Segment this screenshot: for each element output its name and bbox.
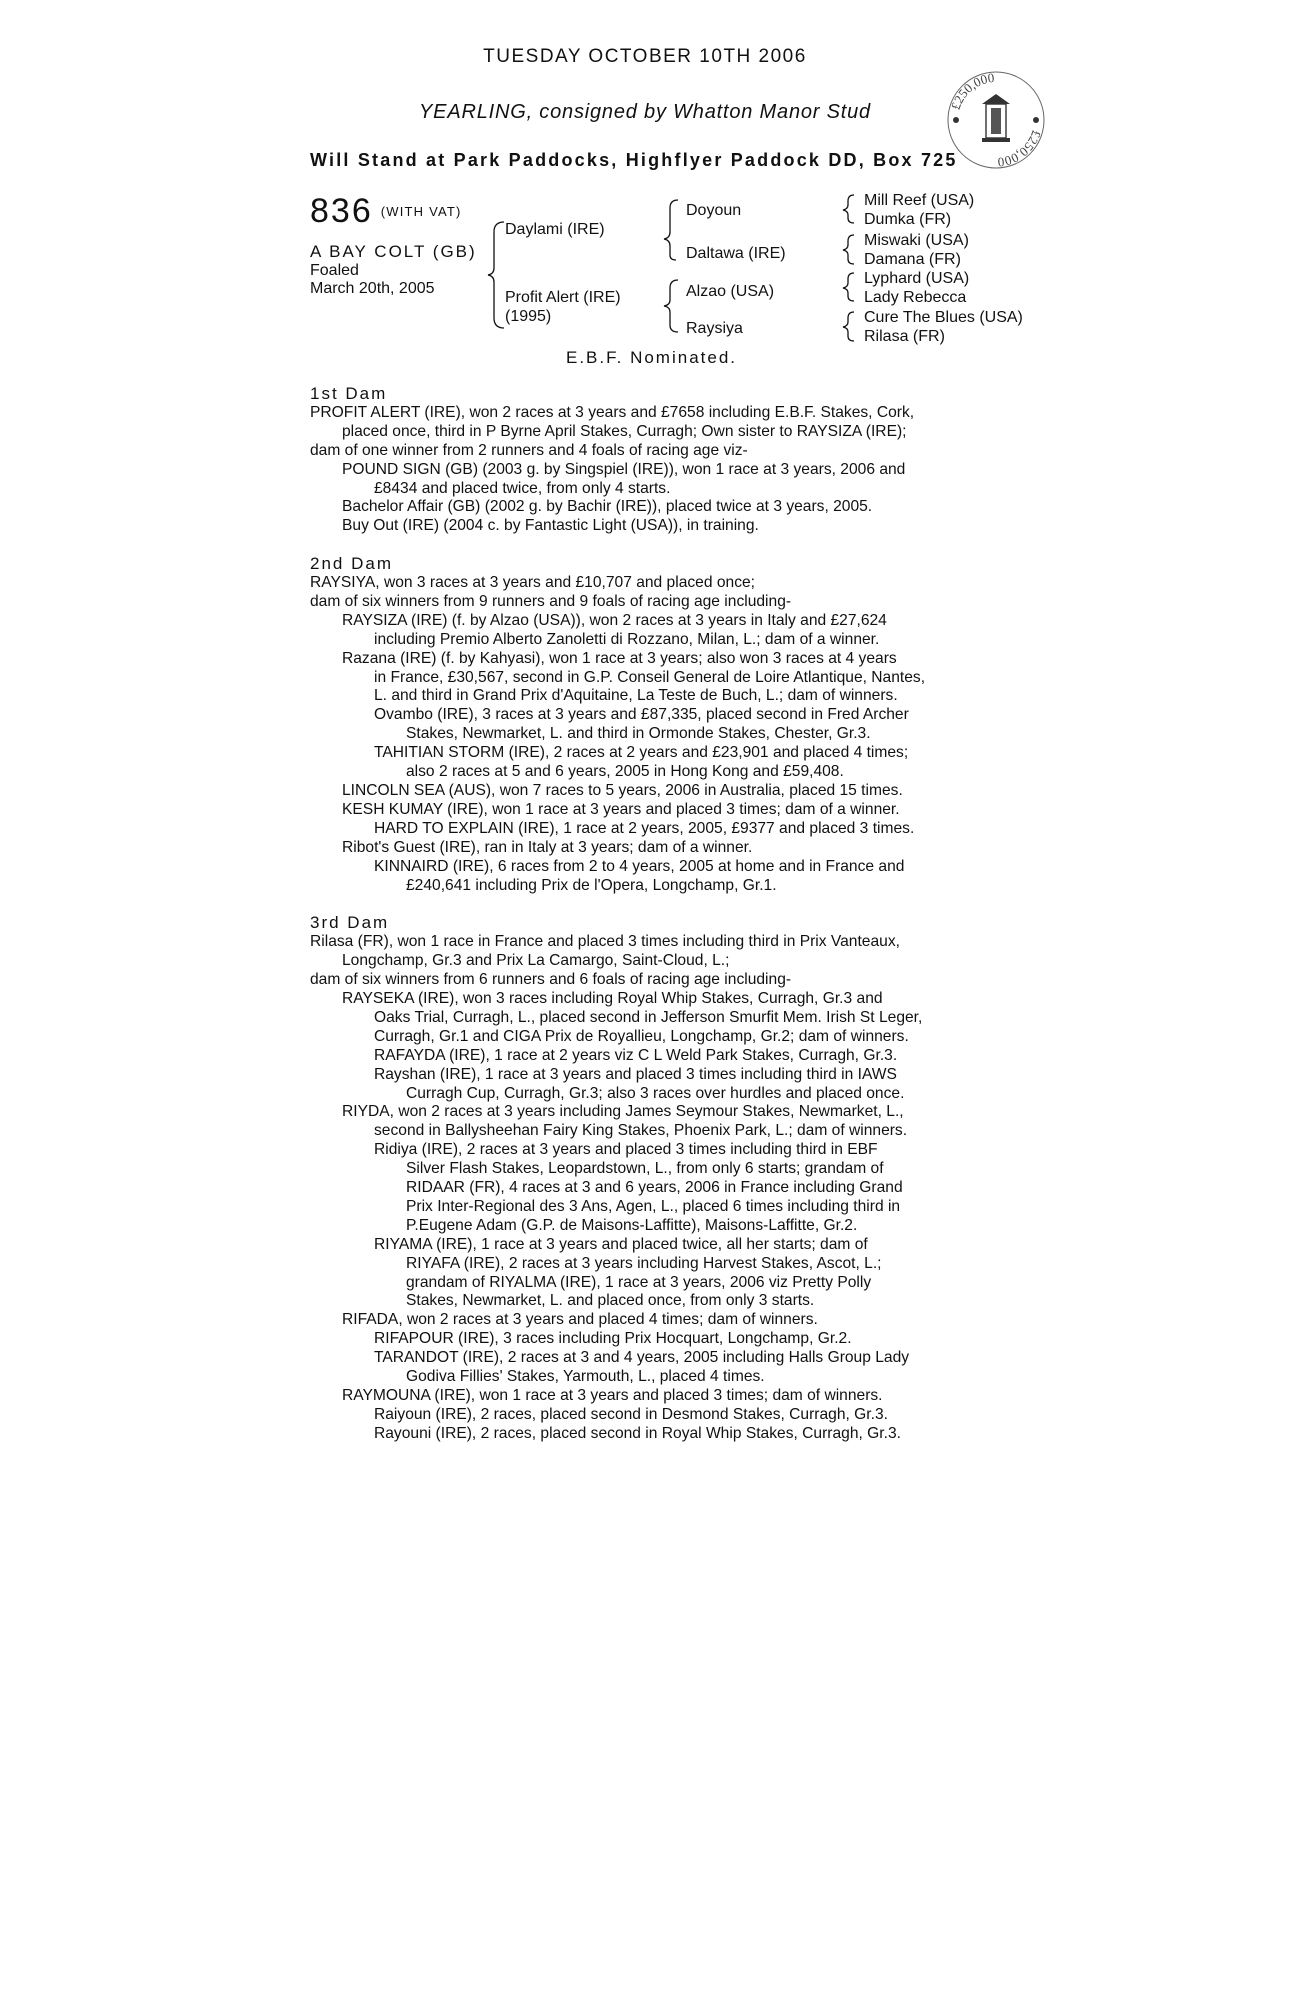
dam-name: Profit Alert (IRE) <box>505 289 621 306</box>
ancestor-5: Lyphard (USA) <box>864 270 970 287</box>
ancestor-6: Lady Rebecca <box>864 289 967 306</box>
ancestor-8: Rilasa (FR) <box>864 328 945 345</box>
pedigree-line: Razana (IRE) (f. by Kahyasi), won 1 race at 3 years; also won 3 races at 4 years <box>342 649 897 667</box>
pedigree-line: RAYSIYA, won 3 races at 3 years and £10,707 and placed once; <box>310 574 755 592</box>
sire-name: Daylami (IRE) <box>505 221 605 238</box>
svg-text:£250,000: £250,000 <box>947 69 996 112</box>
pedigree-line: RIYDA, won 2 races at 3 years including James Seymour Stakes, Newmarket, L., <box>342 1103 904 1121</box>
ebf-nomination: E.B.F. Nominated. <box>566 348 738 367</box>
ancestor-7: Cure The Blues (USA) <box>864 309 1023 326</box>
pedigree-line: KINNAIRD (IRE), 6 races from 2 to 4 years, 2005 at home and in France and <box>374 857 905 875</box>
pedigree-line: Ovambo (IRE), 3 races at 3 years and £87,335, placed second in Fred Archer <box>374 706 909 724</box>
pedigree-line: dam of six winners from 6 runners and 6 foals of racing age including- <box>310 971 792 989</box>
ancestor-2: Dumka (FR) <box>864 211 952 228</box>
lot-number-block <box>310 192 462 231</box>
pedigree-line: RIFADA, won 2 races at 3 years and placed 4 times; dam of winners. <box>342 1311 818 1329</box>
pedigree-line: RIYAMA (IRE), 1 race at 3 years and placed twice, all her starts; dam of <box>374 1235 868 1253</box>
dam-line-sections <box>310 385 1010 1444</box>
pedigree-line: Buy Out (IRE) (2004 c. by Fantastic Light (USA)), in training. <box>342 517 759 535</box>
ancestor-1: Mill Reef (USA) <box>864 192 975 209</box>
dam-dam: Raysiya <box>686 320 743 337</box>
pedigree-line: Raiyoun (IRE), 2 races, placed second in Desmond Stakes, Curragh, Gr.3. <box>374 1405 888 1423</box>
pedigree-line: RAYSIZA (IRE) (f. by Alzao (USA)), won 2 races at 3 years in Italy and £27,624 <box>342 611 887 629</box>
dam-sire: Alzao (USA) <box>686 283 775 300</box>
pedigree-line: LINCOLN SEA (AUS), won 7 races to 5 years, 2006 in Australia, placed 15 times. <box>342 782 903 800</box>
pedigree-line: including Premio Alberto Zanoletti di Rozzano, Milan, L.; dam of a winner. <box>374 630 880 648</box>
section-heading: 3rd Dam <box>310 913 390 933</box>
stand-location: Will Stand at Park Paddocks, Highflyer Paddock DD, Box 725 <box>310 150 958 170</box>
pedigree-line: Godiva Fillies' Stakes, Yarmouth, L., placed 4 times. <box>406 1368 765 1386</box>
pedigree-line: KESH KUMAY (IRE), won 1 race at 3 years and placed 3 times; dam of a winner. <box>342 800 900 818</box>
sire-dam: Daltawa (IRE) <box>686 245 786 262</box>
dam-year: (1995) <box>505 308 552 325</box>
pedigree-line: placed once, third in P Byrne April Stakes, Curragh; Own sister to RAYSIZA (IRE); <box>342 422 907 440</box>
pedigree-line: dam of six winners from 9 runners and 9 foals of racing age including- <box>310 592 792 610</box>
pedigree-line: RAYMOUNA (IRE), won 1 race at 3 years and placed 3 times; dam of winners. <box>342 1387 883 1404</box>
pedigree-line: Prix Inter-Regional des 3 Ans, Agen, L., placed 6 times including third in <box>406 1197 901 1215</box>
sire-sire: Doyoun <box>686 202 742 219</box>
pedigree-line: second in Ballysheehan Fairy King Stakes, Phoenix Park, L.; dam of winners. <box>374 1122 908 1140</box>
foaled-label: Foaled <box>310 262 359 279</box>
pedigree-line: RIYAFA (IRE), 2 races at 3 years including Harvest Stakes, Ascot, L.; <box>406 1254 882 1272</box>
ancestor-4: Damana (FR) <box>864 251 961 268</box>
pedigree-line: Rilasa (FR), won 1 race in France and placed 3 times including third in Prix Vanteaux, <box>310 933 900 951</box>
svg-text:£250,000: £250,000 <box>996 128 1045 171</box>
lot-description: A BAY COLT (GB) <box>310 242 477 261</box>
pedigree-line: RAYSEKA (IRE), won 3 races including Royal Whip Stakes, Curragh, Gr.3 and <box>342 989 883 1007</box>
section-heading: 2nd Dam <box>310 554 393 574</box>
vat-note: (WITH VAT) <box>380 204 462 219</box>
pedigree-line: Stakes, Newmarket, L. and third in Ormonde Stakes, Chester, Gr.3. <box>406 725 871 743</box>
pedigree-line: Rayouni (IRE), 2 races, placed second in Royal Whip Stakes, Curragh, Gr.3. <box>374 1424 901 1442</box>
consignment-line: YEARLING, consigned by Whatton Manor Stud <box>419 101 871 123</box>
pedigree-line: grandam of RIYALMA (IRE), 1 race at 3 years, 2006 viz Pretty Polly <box>406 1273 872 1291</box>
pedigree-line: Rayshan (IRE), 1 race at 3 years and placed 3 times including third in IAWS <box>374 1065 897 1083</box>
pedigree-line: Silver Flash Stakes, Leopardstown, L., from only 6 starts; grandam of <box>406 1160 884 1178</box>
pedigree-line: Longchamp, Gr.3 and Prix La Camargo, Saint-Cloud, L.; <box>342 952 730 970</box>
pedigree-line: POUND SIGN (GB) (2003 g. by Singspiel (IRE)), won 1 race at 3 years, 2006 and <box>342 460 906 478</box>
pedigree-line: in France, £30,567, second in G.P. Conseil General de Loire Atlantique, Nantes, <box>374 668 926 686</box>
pedigree-line: PROFIT ALERT (IRE), won 2 races at 3 years and £7658 including E.B.F. Stakes, Cork, <box>310 403 915 421</box>
price-seal-icon <box>944 68 1048 172</box>
pedigree-line: TARANDOT (IRE), 2 races at 3 and 4 years, 2005 including Halls Group Lady <box>374 1349 910 1367</box>
pedigree-line: £8434 and placed twice, from only 4 starts. <box>374 479 671 497</box>
pedigree-line: Curragh, Gr.1 and CIGA Prix de Royallieu, Longchamp, Gr.2; dam of winners. <box>374 1027 909 1045</box>
pedigree-line: Ridiya (IRE), 2 races at 3 years and placed 3 times including third in EBF <box>374 1141 878 1159</box>
pedigree-line: Curragh Cup, Curragh, Gr.3; also 3 races over hurdles and placed once. <box>406 1084 905 1102</box>
section-gap <box>310 895 1010 914</box>
pedigree-line: HARD TO EXPLAIN (IRE), 1 race at 2 years, 2005, £9377 and placed 3 times. <box>374 819 915 837</box>
lot-number: 836 <box>310 192 373 230</box>
pedigree-line: L. and third in Grand Prix d'Aquitaine, La Teste de Buch, L.; dam of winners. <box>374 687 898 705</box>
foaled-date: March 20th, 2005 <box>310 280 435 297</box>
pedigree-line: £240,641 including Prix de l'Opera, Longchamp, Gr.1. <box>406 876 777 894</box>
pedigree-line: Stakes, Newmarket, L. and placed once, from only 3 starts. <box>406 1292 815 1310</box>
pedigree-line: Bachelor Affair (GB) (2002 g. by Bachir (IRE)), placed twice at 3 years, 2005. <box>342 498 873 516</box>
pedigree-line: also 2 races at 5 and 6 years, 2005 in Hong Kong and £59,408. <box>406 763 844 781</box>
section-heading: 1st Dam <box>310 384 388 403</box>
pedigree-line: RIFAPOUR (IRE), 3 races including Prix Hocquart, Longchamp, Gr.2. <box>374 1330 852 1348</box>
pedigree-line: Oaks Trial, Curragh, L., placed second in Jefferson Smurfit Mem. Irish St Leger, <box>374 1008 923 1026</box>
pedigree-line: RAFAYDA (IRE), 1 race at 2 years viz C L Weld Park Stakes, Curragh, Gr.3. <box>374 1046 898 1064</box>
section-gap <box>310 536 1010 555</box>
pedigree-line: Ribot's Guest (IRE), ran in Italy at 3 years; dam of a winner. <box>342 838 753 856</box>
sale-date: TUESDAY OCTOBER 10TH 2006 <box>483 46 807 67</box>
pedigree-line: dam of one winner from 2 runners and 4 foals of racing age viz- <box>310 441 748 459</box>
ancestor-3: Miswaki (USA) <box>864 232 969 249</box>
pedigree-line: RIDAAR (FR), 4 races at 3 and 6 years, 2006 in France including Grand <box>406 1179 903 1197</box>
pedigree-line: P.Eugene Adam (G.P. de Maisons-Laffitte), Maisons-Laffitte, Gr.2. <box>406 1216 858 1234</box>
pedigree-line: TAHITIAN STORM (IRE), 2 races at 2 years and £23,901 and placed 4 times; <box>374 744 909 762</box>
